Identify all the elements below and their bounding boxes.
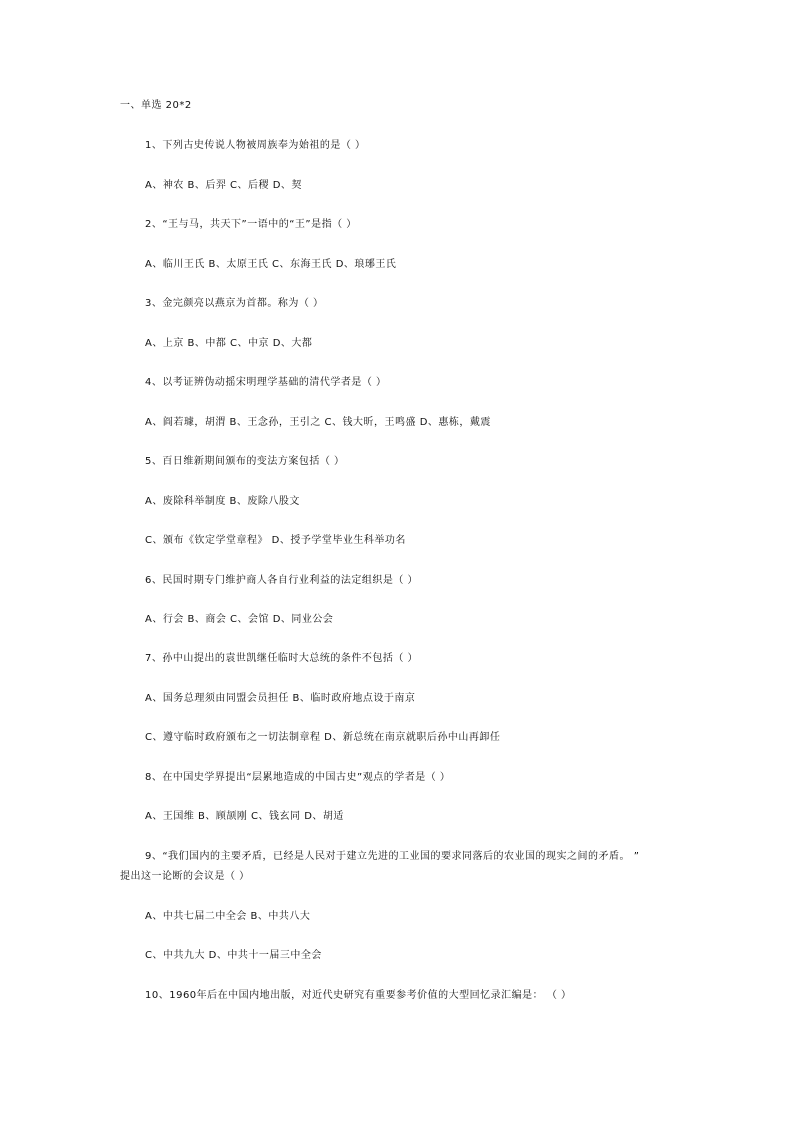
question-10-stem: 10、1960年后在中国内地出版，对近代史研究有重要参考价值的大型回忆录汇编是： （ ） [145,990,572,1001]
section-title: 一、单选 20*2 [120,100,192,111]
question-9-stem: 9、“我们国内的主要矛盾，已经是人民对于建立先进的工业国的要求同落后的农业国的现实之间的矛盾。 ” [145,851,640,862]
question-5-stem: 5、百日维新期间颁布的变法方案包括（ ） [145,456,345,467]
question-9-options-line-2: C、中共九大 D、中共十一届三中全会 [145,950,322,961]
question-4-stem: 4、以考证辨伪动摇宋明理学基础的清代学者是（ ） [145,377,387,388]
question-3-stem: 3、金完颜亮以燕京为首都。称为（ ） [145,298,324,309]
question-7-options-line-1: A、国务总理须由同盟会员担任 B、临时政府地点设于南京 [145,693,416,704]
question-2-stem: 2、“王与马，共天下”一语中的“王”是指（ ） [145,219,357,230]
question-3-options: A、上京 B、中都 C、中京 D、大都 [145,338,313,349]
question-2-options: A、临川王氏 B、太原王氏 C、东海王氏 D、琅琊王氏 [145,259,397,270]
question-8-options: A、王国维 B、顾颉刚 C、钱玄同 D、胡适 [145,811,344,822]
question-7-stem: 7、孙中山提出的袁世凯继任临时大总统的条件不包括（ ） [145,653,419,664]
question-5-options-line-2: C、颁布《钦定学堂章程》 D、授予学堂毕业生科举功名 [145,535,406,546]
question-6-options: A、行会 B、商会 C、会馆 D、同业公会 [145,614,334,625]
question-5-options-line-1: A、废除科举制度 B、废除八股文 [145,496,300,507]
question-1-stem: 1、下列古史传说人物被周族奉为始祖的是（ ） [145,140,366,151]
question-1-options: A、神农 B、后羿 C、后稷 D、契 [145,180,302,191]
question-8-stem: 8、在中国史学界提出“层累地造成的中国古史”观点的学者是（ ） [145,772,451,783]
question-9-stem-continuation: 提出这一论断的会议是（ ） [120,871,250,882]
question-6-stem: 6、民国时期专门维护商人各自行业利益的法定组织是（ ） [145,575,419,586]
question-4-options: A、阎若璩，胡渭 B、王念孙，王引之 C、钱大昕，王鸣盛 D、惠栋，戴震 [145,417,491,428]
question-9-options-line-1: A、中共七届二中全会 B、中共八大 [145,911,311,922]
question-7-options-line-2: C、遵守临时政府颁布之一切法制章程 D、新总统在南京就职后孙中山再卸任 [145,732,501,743]
